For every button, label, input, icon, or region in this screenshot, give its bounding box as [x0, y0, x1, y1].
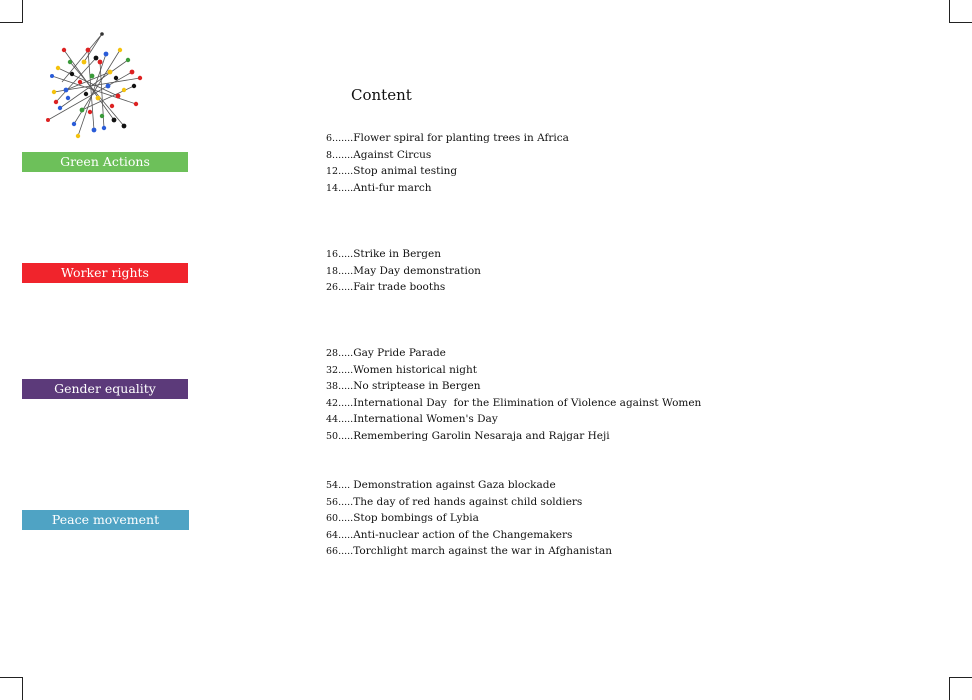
toc-entry-title: Against Circus: [353, 148, 432, 161]
toc-entry: [326, 147, 569, 164]
content-title: Content: [351, 86, 412, 104]
toc-entry-title: Torchlight march against the war in Afghanistan: [353, 545, 613, 557]
toc-page-number: 54....: [326, 480, 354, 491]
toc-entry-title: Gay Pride Parade: [353, 347, 446, 359]
toc-page-number: 56.....: [326, 496, 354, 508]
toc-entry: [326, 362, 701, 379]
toc-entry: [326, 263, 481, 280]
toc-page-number: 12.....: [326, 166, 354, 177]
toc-page-number: 26.....: [326, 282, 354, 293]
crop-mark-bottom-left: [0, 677, 23, 700]
toc-entry: [326, 163, 569, 180]
toc-entry-title: Stop animal testing: [353, 165, 458, 177]
category-peace-movement: Peace movement: [22, 510, 189, 530]
toc-group: [326, 130, 569, 196]
toc-page-number: 14.....: [326, 182, 354, 194]
toc-page-number: 16.....: [326, 249, 354, 260]
toc-entry: [326, 510, 612, 527]
toc-page-number: 6.......: [326, 133, 354, 144]
toc-entry-title: Fair trade booths: [353, 281, 446, 293]
toc-entry-title: International Day for the Elimination of Violence against Women: [353, 396, 702, 409]
toc-entry-title: The day of red hands against child soldiers: [353, 495, 583, 508]
crop-mark-top-right: [949, 0, 972, 23]
toc-entry: [326, 246, 481, 263]
toc-entry: [326, 477, 612, 494]
toc-group: [326, 477, 612, 560]
toc-entry-title: May Day demonstration: [353, 264, 481, 277]
toc-entry: [326, 543, 612, 560]
toc-group: [326, 345, 701, 444]
crop-mark-top-left: [0, 0, 23, 23]
category-gender-equality: Gender equality: [22, 379, 188, 399]
crop-mark-bottom-right: [949, 677, 972, 700]
toc-entry: [326, 279, 481, 296]
toc-entry-title: Flower spiral for planting trees in Africa: [353, 132, 569, 144]
toc-page-number: 50.....: [326, 430, 354, 442]
toc-entry: [326, 345, 701, 362]
toc-entry: [326, 428, 701, 445]
toc-entry-title: Remembering Garolin Nesaraja and Rajgar Heji: [353, 429, 610, 442]
toc-entry-title: International Women's Day: [353, 413, 498, 425]
toc-page-number: 32.....: [326, 364, 354, 376]
toc-entry: [326, 494, 612, 511]
toc-entry-title: Stop bombings of Lybia: [353, 512, 479, 524]
category-green-actions: Green Actions: [22, 152, 188, 172]
toc-entry-title: Demonstration against Gaza blockade: [353, 479, 556, 491]
toc-page-number: 66.....: [326, 546, 354, 557]
toc-page-number: 64.....: [326, 529, 354, 541]
toc-entry-title: Strike in Bergen: [353, 248, 441, 260]
toc-entry-title: Women historical night: [353, 363, 477, 376]
toc-entry: [326, 411, 701, 428]
toc-entry-title: No striptease in Bergen: [353, 380, 481, 392]
toc-page-number: 8.......: [326, 149, 354, 161]
toc-page-number: 28.....: [326, 348, 354, 359]
push-pins-cluster-icon: [44, 32, 148, 140]
toc-entry-title: Anti-nuclear action of the Changemakers: [353, 528, 573, 541]
toc-page-number: 18.....: [326, 265, 354, 277]
toc-entry: [326, 527, 612, 544]
toc-entry: [326, 130, 569, 147]
toc-entry: [326, 395, 701, 412]
toc-page-number: 60.....: [326, 513, 354, 524]
toc-entry: [326, 378, 701, 395]
toc-entry: [326, 180, 569, 197]
toc-group: [326, 246, 481, 296]
toc-page-number: 38.....: [326, 381, 354, 392]
toc-entry-title: Anti-fur march: [353, 181, 432, 194]
toc-page-number: 42.....: [326, 397, 354, 409]
category-worker-rights: Worker rights: [22, 263, 188, 283]
toc-page-number: 44.....: [326, 414, 354, 425]
